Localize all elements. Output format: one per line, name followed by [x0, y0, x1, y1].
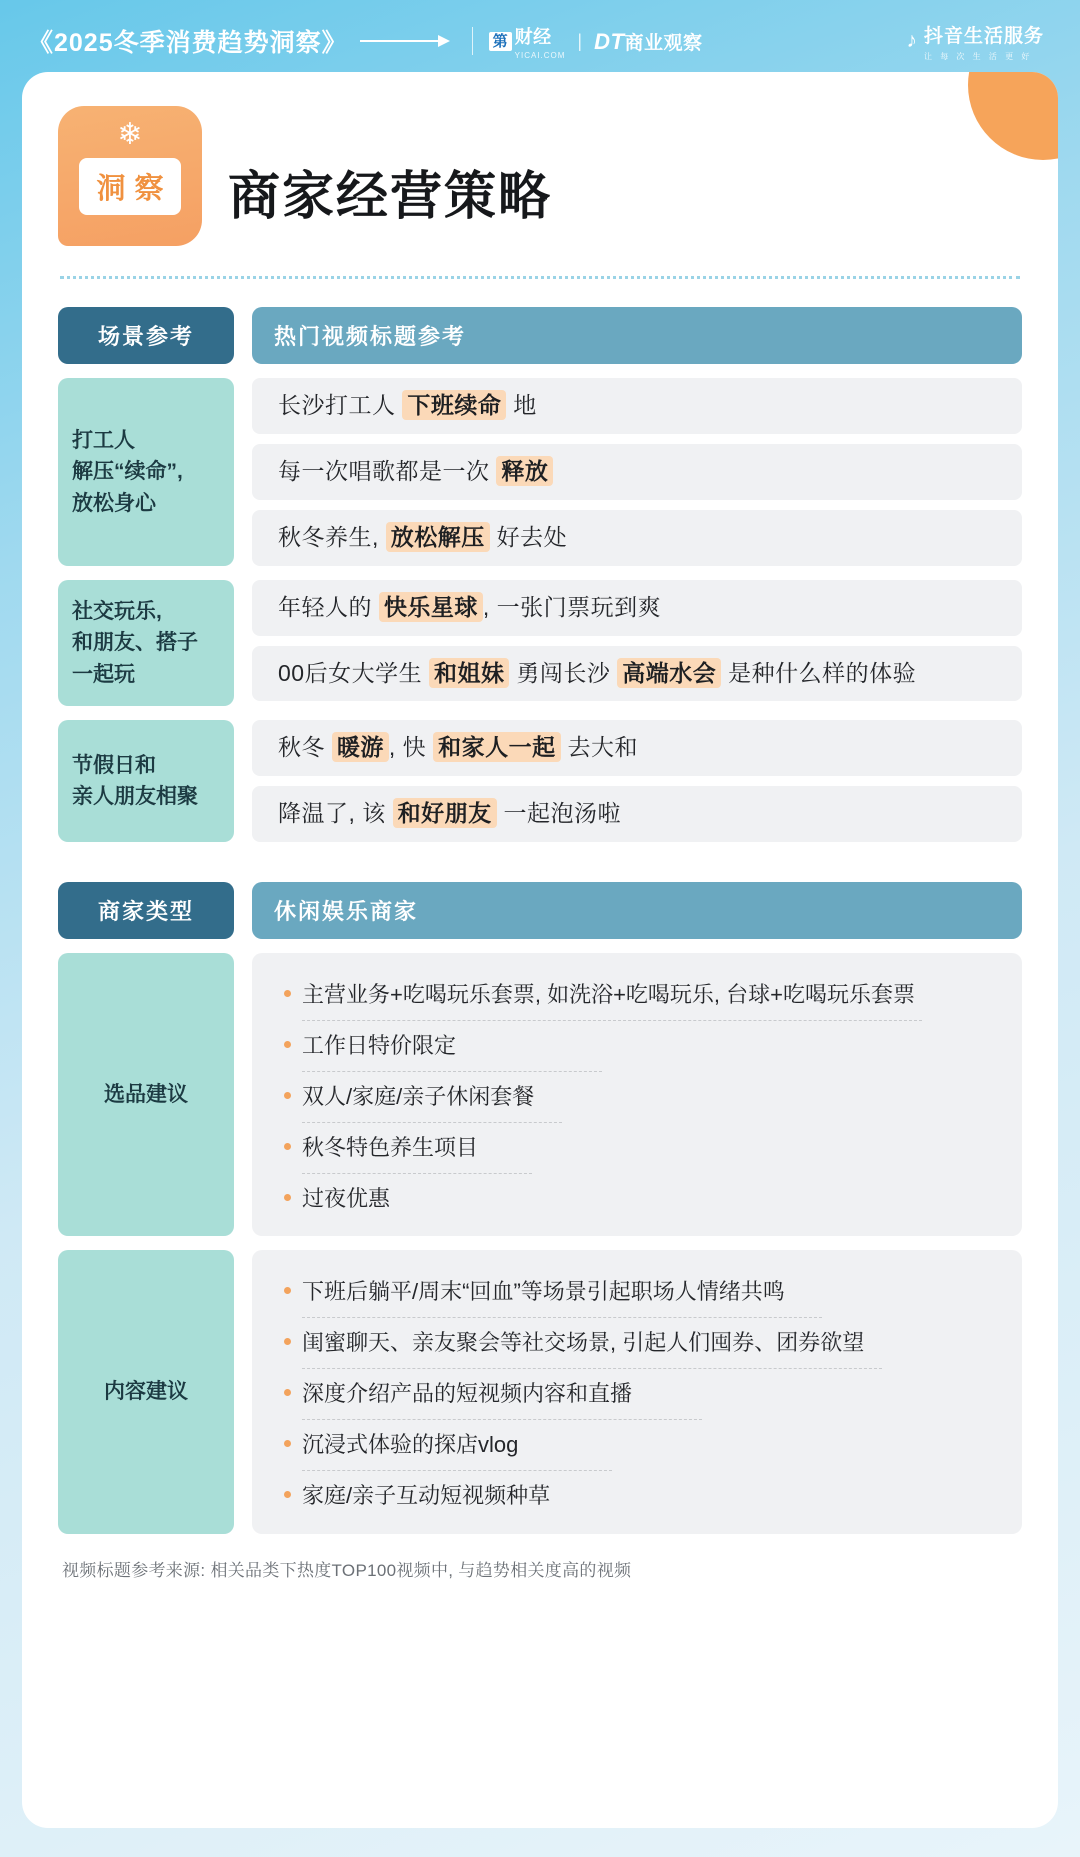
douyin-title: 抖音生活服务 — [923, 25, 1044, 47]
topbar-divider — [472, 27, 473, 55]
brand-douyin — [906, 21, 1044, 62]
list-item: 双人/家庭/亲子休闲套餐 — [282, 1081, 992, 1113]
yicai-text: 财经 — [514, 26, 552, 47]
merchant-header-type: 商家类型 — [58, 882, 234, 939]
merchant-advice-list — [252, 1250, 1022, 1533]
video-reference-table — [58, 307, 1022, 842]
list-item: 闺蜜聊天、亲友聚会等社交场景, 引起人们囤券、团券欲望 — [282, 1327, 992, 1359]
brand-group — [489, 23, 703, 60]
music-note-icon: ♪ — [906, 29, 917, 52]
title-text: 00后女大学生 — [278, 659, 429, 686]
dt-text: 商业观察 — [624, 32, 703, 54]
list-divider — [302, 1470, 612, 1471]
arrow-icon — [360, 34, 456, 48]
highlight-keyword: 和好朋友 — [393, 798, 497, 828]
highlight-keyword: 暖游 — [332, 732, 389, 762]
merchant-groups — [58, 953, 1022, 1534]
highlight-keyword: 和姐妹 — [429, 658, 510, 688]
title-text: 去大和 — [560, 734, 638, 761]
title-text: 一起泡汤啦 — [496, 800, 622, 827]
video-title-row[interactable] — [252, 378, 1022, 434]
video-title-row[interactable] — [252, 786, 1022, 842]
video-title-list — [252, 580, 1022, 707]
video-group — [58, 378, 1022, 566]
title-text: 年轻人的 — [278, 593, 379, 620]
title-text: 降温了, 该 — [278, 800, 393, 827]
video-title-row[interactable] — [252, 646, 1022, 702]
merchant-advice-table — [58, 882, 1022, 1534]
brand-separator: | — [577, 30, 583, 51]
video-table-header — [58, 307, 1022, 364]
yicai-mark: 第 — [489, 32, 512, 51]
list-item: 深度介绍产品的短视频内容和直播 — [282, 1378, 992, 1410]
brand-dt — [594, 28, 702, 55]
list-divider — [302, 1419, 702, 1420]
merchant-header-category: 休闲娱乐商家 — [252, 882, 1022, 939]
dotted-divider — [60, 276, 1020, 279]
video-group-label: 节假日和 亲人朋友相聚 — [58, 720, 234, 842]
footnote: 视频标题参考来源: 相关品类下热度TOP100视频中, 与趋势相关度高的视频 — [62, 1560, 632, 1580]
merchant-group-label: 内容建议 — [58, 1250, 234, 1533]
highlight-keyword: 下班续命 — [402, 390, 506, 420]
list-item: 主营业务+吃喝玩乐套票, 如洗浴+吃喝玩乐, 台球+吃喝玩乐套票 — [282, 979, 992, 1011]
highlight-keyword: 和家人一起 — [433, 732, 561, 762]
video-title-row[interactable] — [252, 720, 1022, 776]
title-text: 地 — [506, 392, 537, 418]
yicai-sub: YICAI.COM — [514, 50, 566, 60]
video-header-scene: 场景参考 — [58, 307, 234, 364]
list-item: 工作日特价限定 — [282, 1030, 992, 1062]
highlight-keyword: 高端水会 — [617, 658, 721, 688]
title-text: 好去处 — [489, 523, 568, 550]
snowflake-icon: ❄ — [117, 118, 143, 151]
merchant-group — [58, 953, 1022, 1236]
merchant-group — [58, 1250, 1022, 1533]
video-group — [58, 720, 1022, 842]
list-divider — [302, 1071, 602, 1072]
merchant-table-header — [58, 882, 1022, 939]
video-title-row[interactable] — [252, 580, 1022, 636]
badge-label: 洞察 — [79, 158, 180, 215]
highlight-keyword: 快乐星球 — [379, 592, 483, 622]
title-text: 每一次唱歌都是一次 — [278, 457, 497, 484]
list-divider — [302, 1368, 882, 1369]
title-text: , 快 — [388, 734, 434, 761]
page-title: 商家经营策略 — [228, 168, 553, 226]
title-text: 勇闯长沙 — [509, 659, 618, 686]
video-group — [58, 580, 1022, 707]
merchant-group-label: 选品建议 — [58, 953, 234, 1236]
section-header — [58, 106, 1022, 246]
highlight-keyword: 放松解压 — [386, 522, 490, 552]
list-item: 沉浸式体验的探店vlog — [282, 1429, 992, 1461]
list-item: 下班后躺平/周末“回血”等场景引起职场人情绪共鸣 — [282, 1276, 992, 1308]
list-divider — [302, 1122, 562, 1123]
insight-badge — [58, 106, 202, 246]
douyin-subtitle: 让 每 次 生 活 更 好 — [923, 51, 1033, 61]
title-text: 秋冬养生, — [278, 523, 386, 550]
title-text: 秋冬 — [278, 734, 332, 761]
title-text: 是种什么样的体验 — [721, 659, 917, 686]
list-divider — [302, 1020, 922, 1021]
topbar — [22, 18, 1058, 64]
list-item: 秋冬特色养生项目 — [282, 1132, 992, 1164]
list-item: 过夜优惠 — [282, 1183, 992, 1215]
dt-prefix: DT — [594, 28, 625, 54]
brand-yicai — [489, 23, 566, 60]
list-divider — [302, 1317, 822, 1318]
video-title-list — [252, 378, 1022, 566]
report-title: 《2025冬季消费趋势洞察》 — [28, 29, 348, 57]
video-header-titles: 热门视频标题参考 — [252, 307, 1022, 364]
list-divider — [302, 1173, 532, 1174]
merchant-advice-list — [252, 953, 1022, 1236]
list-item: 家庭/亲子互动短视频种草 — [282, 1480, 992, 1512]
content-card — [22, 72, 1058, 1828]
highlight-keyword: 释放 — [496, 456, 553, 486]
video-title-row[interactable] — [252, 444, 1022, 500]
video-group-label: 打工人 解压“续命”, 放松身心 — [58, 378, 234, 566]
title-text: , 一张门票玩到爽 — [482, 593, 662, 620]
title-text: 长沙打工人 — [278, 392, 403, 418]
video-group-label: 社交玩乐, 和朋友、搭子 一起玩 — [58, 580, 234, 707]
video-title-list — [252, 720, 1022, 842]
video-title-row[interactable] — [252, 510, 1022, 566]
video-groups — [58, 378, 1022, 842]
